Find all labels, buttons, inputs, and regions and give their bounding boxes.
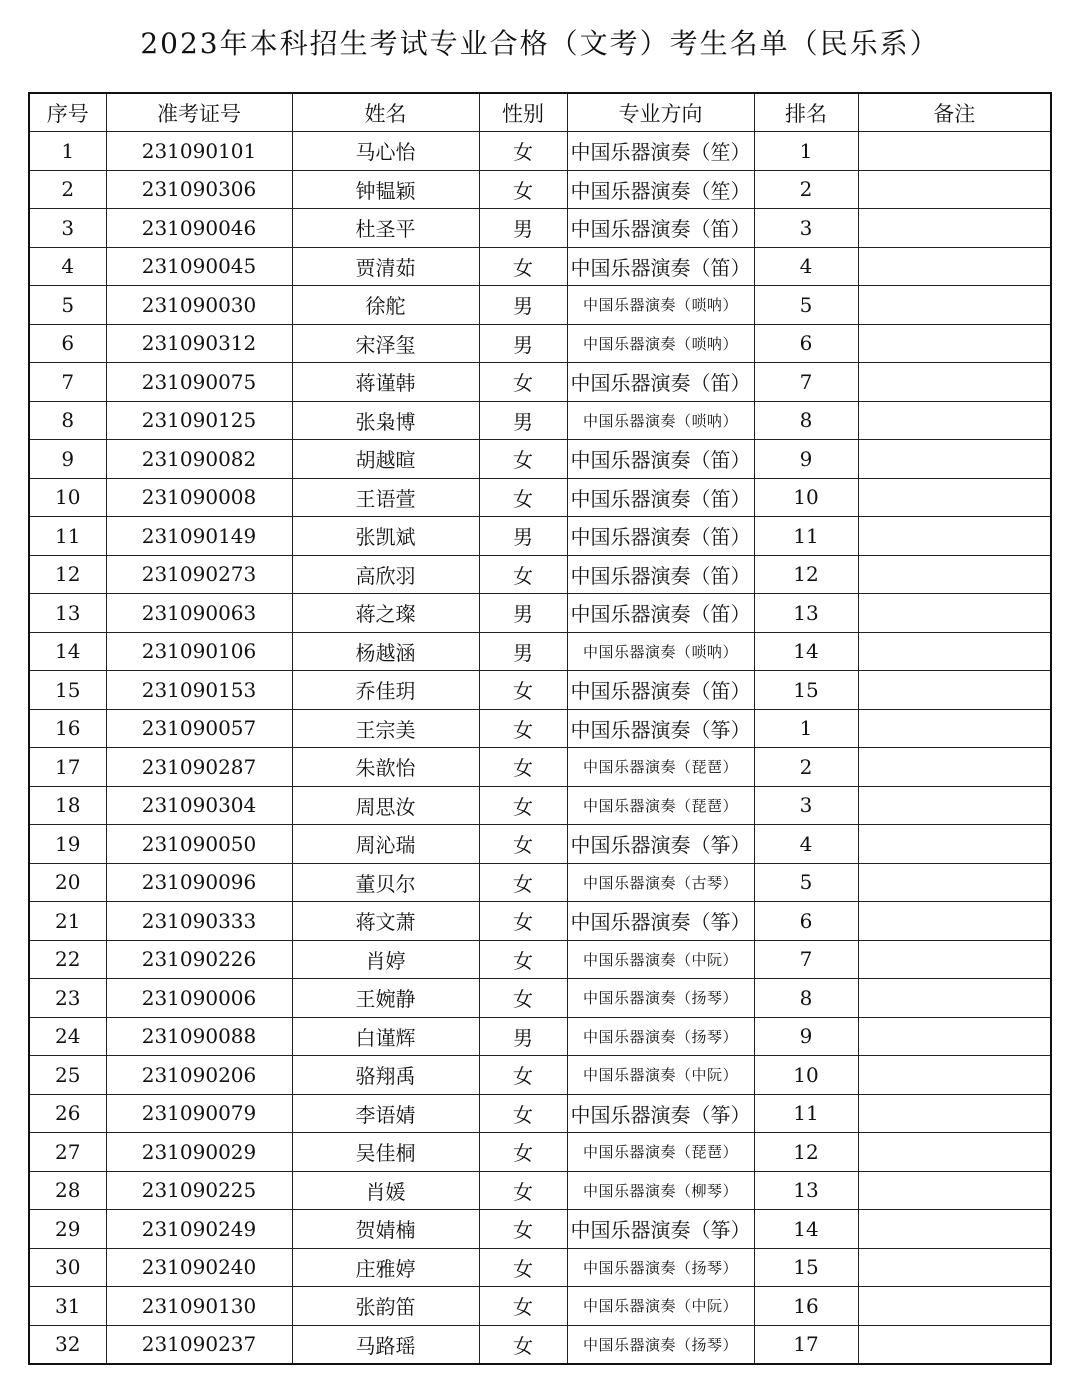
cell-exam-id: 231090287 bbox=[106, 748, 292, 787]
cell-note bbox=[858, 1325, 1051, 1364]
cell-name: 胡越暄 bbox=[292, 440, 479, 479]
cell-gender: 女 bbox=[479, 1287, 567, 1326]
cell-note bbox=[858, 709, 1051, 748]
cell-rank: 6 bbox=[754, 324, 858, 363]
cell-no: 12 bbox=[29, 555, 106, 594]
cell-note bbox=[858, 1287, 1051, 1326]
cell-rank: 11 bbox=[754, 1094, 858, 1133]
cell-name: 宋泽玺 bbox=[292, 324, 479, 363]
cell-note bbox=[858, 401, 1051, 440]
cell-name: 王婉静 bbox=[292, 979, 479, 1018]
cell-gender: 女 bbox=[479, 170, 567, 209]
cell-major: 中国乐器演奏（古琴） bbox=[567, 863, 754, 902]
cell-gender: 男 bbox=[479, 209, 567, 248]
table-row bbox=[29, 786, 1051, 825]
cell-note bbox=[858, 594, 1051, 633]
cell-rank: 12 bbox=[754, 555, 858, 594]
cell-major: 中国乐器演奏（笛） bbox=[567, 517, 754, 556]
cell-name: 乔佳玥 bbox=[292, 671, 479, 710]
cell-exam-id: 231090050 bbox=[106, 825, 292, 864]
cell-rank: 1 bbox=[754, 132, 858, 171]
cell-gender: 男 bbox=[479, 324, 567, 363]
cell-exam-id: 231090304 bbox=[106, 786, 292, 825]
cell-gender: 女 bbox=[479, 1248, 567, 1287]
cell-name: 蒋之璨 bbox=[292, 594, 479, 633]
cell-rank: 14 bbox=[754, 632, 858, 671]
cell-gender: 女 bbox=[479, 786, 567, 825]
cell-gender: 女 bbox=[479, 363, 567, 402]
cell-rank: 12 bbox=[754, 1133, 858, 1172]
page-title: 2023年本科招生考试专业合格（文考）考生名单（民乐系） bbox=[140, 27, 940, 60]
table-row bbox=[29, 1017, 1051, 1056]
cell-major: 中国乐器演奏（筝） bbox=[567, 1210, 754, 1249]
cell-gender: 女 bbox=[479, 555, 567, 594]
table-row bbox=[29, 632, 1051, 671]
cell-note bbox=[858, 1133, 1051, 1172]
header-rank: 排名 bbox=[754, 93, 858, 132]
cell-exam-id: 231090030 bbox=[106, 286, 292, 325]
cell-note bbox=[858, 247, 1051, 286]
cell-major: 中国乐器演奏（笙） bbox=[567, 170, 754, 209]
cell-no: 15 bbox=[29, 671, 106, 710]
table-row bbox=[29, 825, 1051, 864]
cell-name: 贾清茹 bbox=[292, 247, 479, 286]
cell-major: 中国乐器演奏（唢呐） bbox=[567, 324, 754, 363]
cell-note bbox=[858, 786, 1051, 825]
cell-gender: 女 bbox=[479, 748, 567, 787]
cell-rank: 5 bbox=[754, 286, 858, 325]
cell-exam-id: 231090046 bbox=[106, 209, 292, 248]
cell-exam-id: 231090029 bbox=[106, 1133, 292, 1172]
cell-major: 中国乐器演奏（筝） bbox=[567, 1094, 754, 1133]
cell-no: 8 bbox=[29, 401, 106, 440]
cell-name: 马心怡 bbox=[292, 132, 479, 171]
cell-major: 中国乐器演奏（笛） bbox=[567, 209, 754, 248]
header-exam-id: 准考证号 bbox=[106, 93, 292, 132]
cell-name: 董贝尔 bbox=[292, 863, 479, 902]
table-row bbox=[29, 363, 1051, 402]
cell-exam-id: 231090045 bbox=[106, 247, 292, 286]
table-row bbox=[29, 247, 1051, 286]
table-row bbox=[29, 555, 1051, 594]
cell-rank: 14 bbox=[754, 1210, 858, 1249]
cell-exam-id: 231090306 bbox=[106, 170, 292, 209]
table-row bbox=[29, 709, 1051, 748]
table-row bbox=[29, 132, 1051, 171]
cell-no: 32 bbox=[29, 1325, 106, 1364]
cell-no: 29 bbox=[29, 1210, 106, 1249]
cell-name: 朱歆怡 bbox=[292, 748, 479, 787]
cell-exam-id: 231090333 bbox=[106, 902, 292, 941]
cell-gender: 女 bbox=[479, 1325, 567, 1364]
cell-gender: 女 bbox=[479, 440, 567, 479]
cell-rank: 6 bbox=[754, 902, 858, 941]
table-row bbox=[29, 209, 1051, 248]
cell-rank: 13 bbox=[754, 1171, 858, 1210]
cell-name: 肖媛 bbox=[292, 1171, 479, 1210]
cell-note bbox=[858, 1017, 1051, 1056]
cell-note bbox=[858, 902, 1051, 941]
cell-note bbox=[858, 1094, 1051, 1133]
cell-major: 中国乐器演奏（笛） bbox=[567, 594, 754, 633]
header-gender: 性别 bbox=[479, 93, 567, 132]
table-row bbox=[29, 1325, 1051, 1364]
cell-no: 10 bbox=[29, 478, 106, 517]
cell-name: 庄雅婷 bbox=[292, 1248, 479, 1287]
cell-no: 25 bbox=[29, 1056, 106, 1095]
table-row bbox=[29, 1287, 1051, 1326]
cell-rank: 11 bbox=[754, 517, 858, 556]
cell-gender: 女 bbox=[479, 1056, 567, 1095]
cell-no: 23 bbox=[29, 979, 106, 1018]
cell-gender: 女 bbox=[479, 863, 567, 902]
table-row bbox=[29, 1210, 1051, 1249]
header-row bbox=[29, 93, 1051, 132]
cell-note bbox=[858, 940, 1051, 979]
cell-no: 28 bbox=[29, 1171, 106, 1210]
cell-major: 中国乐器演奏（中阮） bbox=[567, 1056, 754, 1095]
cell-no: 13 bbox=[29, 594, 106, 633]
cell-gender: 男 bbox=[479, 517, 567, 556]
cell-rank: 4 bbox=[754, 247, 858, 286]
header-note: 备注 bbox=[858, 93, 1051, 132]
table-row bbox=[29, 440, 1051, 479]
cell-name: 钟韫颖 bbox=[292, 170, 479, 209]
cell-no: 20 bbox=[29, 863, 106, 902]
cell-no: 27 bbox=[29, 1133, 106, 1172]
cell-rank: 3 bbox=[754, 209, 858, 248]
cell-exam-id: 231090149 bbox=[106, 517, 292, 556]
cell-gender: 女 bbox=[479, 1133, 567, 1172]
cell-gender: 女 bbox=[479, 825, 567, 864]
cell-note bbox=[858, 1171, 1051, 1210]
cell-no: 26 bbox=[29, 1094, 106, 1133]
table-row bbox=[29, 401, 1051, 440]
cell-gender: 女 bbox=[479, 478, 567, 517]
cell-note bbox=[858, 1056, 1051, 1095]
cell-name: 周思汝 bbox=[292, 786, 479, 825]
cell-gender: 女 bbox=[479, 902, 567, 941]
table-row bbox=[29, 1133, 1051, 1172]
cell-no: 4 bbox=[29, 247, 106, 286]
table-row bbox=[29, 1094, 1051, 1133]
cell-note bbox=[858, 1248, 1051, 1287]
cell-rank: 7 bbox=[754, 940, 858, 979]
cell-major: 中国乐器演奏（笛） bbox=[567, 555, 754, 594]
cell-exam-id: 231090273 bbox=[106, 555, 292, 594]
cell-major: 中国乐器演奏（唢呐） bbox=[567, 401, 754, 440]
cell-gender: 男 bbox=[479, 401, 567, 440]
cell-note bbox=[858, 863, 1051, 902]
cell-rank: 4 bbox=[754, 825, 858, 864]
cell-major: 中国乐器演奏（柳琴） bbox=[567, 1171, 754, 1210]
cell-name: 马路瑶 bbox=[292, 1325, 479, 1364]
cell-major: 中国乐器演奏（笛） bbox=[567, 363, 754, 402]
cell-exam-id: 231090079 bbox=[106, 1094, 292, 1133]
cell-note bbox=[858, 170, 1051, 209]
cell-major: 中国乐器演奏（中阮） bbox=[567, 1287, 754, 1326]
cell-major: 中国乐器演奏（唢呐） bbox=[567, 286, 754, 325]
cell-exam-id: 231090226 bbox=[106, 940, 292, 979]
cell-name: 白谨辉 bbox=[292, 1017, 479, 1056]
cell-name: 高欣羽 bbox=[292, 555, 479, 594]
cell-gender: 女 bbox=[479, 709, 567, 748]
cell-note bbox=[858, 979, 1051, 1018]
cell-name: 张凯斌 bbox=[292, 517, 479, 556]
cell-no: 11 bbox=[29, 517, 106, 556]
cell-rank: 9 bbox=[754, 440, 858, 479]
cell-exam-id: 231090101 bbox=[106, 132, 292, 171]
table-row bbox=[29, 1056, 1051, 1095]
cell-gender: 女 bbox=[479, 1171, 567, 1210]
table-row bbox=[29, 594, 1051, 633]
cell-rank: 8 bbox=[754, 401, 858, 440]
cell-note bbox=[858, 324, 1051, 363]
cell-gender: 男 bbox=[479, 286, 567, 325]
cell-gender: 女 bbox=[479, 1210, 567, 1249]
cell-no: 24 bbox=[29, 1017, 106, 1056]
cell-note bbox=[858, 363, 1051, 402]
cell-note bbox=[858, 555, 1051, 594]
cell-exam-id: 231090249 bbox=[106, 1210, 292, 1249]
cell-no: 9 bbox=[29, 440, 106, 479]
cell-no: 5 bbox=[29, 286, 106, 325]
header-major: 专业方向 bbox=[567, 93, 754, 132]
table-row bbox=[29, 902, 1051, 941]
cell-rank: 2 bbox=[754, 748, 858, 787]
cell-major: 中国乐器演奏（笛） bbox=[567, 478, 754, 517]
cell-major: 中国乐器演奏（筝） bbox=[567, 709, 754, 748]
cell-exam-id: 231090106 bbox=[106, 632, 292, 671]
cell-rank: 1 bbox=[754, 709, 858, 748]
table-row bbox=[29, 478, 1051, 517]
cell-name: 李语婧 bbox=[292, 1094, 479, 1133]
cell-no: 7 bbox=[29, 363, 106, 402]
candidate-table bbox=[28, 92, 1052, 1365]
cell-no: 14 bbox=[29, 632, 106, 671]
header-name: 姓名 bbox=[292, 93, 479, 132]
table-row bbox=[29, 170, 1051, 209]
cell-rank: 13 bbox=[754, 594, 858, 633]
cell-gender: 男 bbox=[479, 1017, 567, 1056]
table-row bbox=[29, 863, 1051, 902]
cell-note bbox=[858, 632, 1051, 671]
cell-exam-id: 231090237 bbox=[106, 1325, 292, 1364]
cell-no: 17 bbox=[29, 748, 106, 787]
cell-exam-id: 231090096 bbox=[106, 863, 292, 902]
cell-note bbox=[858, 209, 1051, 248]
cell-name: 贺婧楠 bbox=[292, 1210, 479, 1249]
cell-exam-id: 231090057 bbox=[106, 709, 292, 748]
cell-exam-id: 231090130 bbox=[106, 1287, 292, 1326]
cell-name: 周沁瑞 bbox=[292, 825, 479, 864]
cell-exam-id: 231090225 bbox=[106, 1171, 292, 1210]
cell-no: 30 bbox=[29, 1248, 106, 1287]
table-row bbox=[29, 940, 1051, 979]
cell-major: 中国乐器演奏（琵琶） bbox=[567, 786, 754, 825]
cell-rank: 15 bbox=[754, 1248, 858, 1287]
cell-major: 中国乐器演奏（笛） bbox=[567, 440, 754, 479]
table-row bbox=[29, 286, 1051, 325]
cell-major: 中国乐器演奏（笙） bbox=[567, 132, 754, 171]
cell-note bbox=[858, 132, 1051, 171]
cell-no: 1 bbox=[29, 132, 106, 171]
cell-major: 中国乐器演奏（筝） bbox=[567, 902, 754, 941]
table-row bbox=[29, 517, 1051, 556]
cell-exam-id: 231090312 bbox=[106, 324, 292, 363]
cell-major: 中国乐器演奏（扬琴） bbox=[567, 979, 754, 1018]
cell-note bbox=[858, 478, 1051, 517]
cell-name: 肖婷 bbox=[292, 940, 479, 979]
cell-exam-id: 231090075 bbox=[106, 363, 292, 402]
cell-exam-id: 231090240 bbox=[106, 1248, 292, 1287]
cell-gender: 女 bbox=[479, 247, 567, 286]
table-row bbox=[29, 748, 1051, 787]
cell-no: 31 bbox=[29, 1287, 106, 1326]
cell-rank: 3 bbox=[754, 786, 858, 825]
cell-note bbox=[858, 748, 1051, 787]
cell-no: 22 bbox=[29, 940, 106, 979]
cell-no: 19 bbox=[29, 825, 106, 864]
table-row bbox=[29, 979, 1051, 1018]
cell-major: 中国乐器演奏（扬琴） bbox=[567, 1017, 754, 1056]
cell-major: 中国乐器演奏（中阮） bbox=[567, 940, 754, 979]
cell-exam-id: 231090063 bbox=[106, 594, 292, 633]
cell-major: 中国乐器演奏（笛） bbox=[567, 671, 754, 710]
cell-no: 18 bbox=[29, 786, 106, 825]
cell-name: 骆翔禹 bbox=[292, 1056, 479, 1095]
cell-exam-id: 231090206 bbox=[106, 1056, 292, 1095]
cell-rank: 17 bbox=[754, 1325, 858, 1364]
cell-gender: 女 bbox=[479, 132, 567, 171]
cell-gender: 男 bbox=[479, 594, 567, 633]
cell-major: 中国乐器演奏（唢呐） bbox=[567, 632, 754, 671]
cell-gender: 女 bbox=[479, 940, 567, 979]
cell-gender: 女 bbox=[479, 671, 567, 710]
table-row bbox=[29, 1248, 1051, 1287]
cell-no: 6 bbox=[29, 324, 106, 363]
cell-no: 3 bbox=[29, 209, 106, 248]
cell-major: 中国乐器演奏（筝） bbox=[567, 825, 754, 864]
cell-name: 王宗美 bbox=[292, 709, 479, 748]
cell-major: 中国乐器演奏（琵琶） bbox=[567, 1133, 754, 1172]
cell-name: 杜圣平 bbox=[292, 209, 479, 248]
cell-exam-id: 231090125 bbox=[106, 401, 292, 440]
cell-name: 张枭博 bbox=[292, 401, 479, 440]
cell-rank: 10 bbox=[754, 1056, 858, 1095]
cell-rank: 10 bbox=[754, 478, 858, 517]
cell-note bbox=[858, 1210, 1051, 1249]
cell-major: 中国乐器演奏（扬琴） bbox=[567, 1248, 754, 1287]
cell-exam-id: 231090082 bbox=[106, 440, 292, 479]
cell-rank: 5 bbox=[754, 863, 858, 902]
cell-name: 王语萱 bbox=[292, 478, 479, 517]
cell-rank: 7 bbox=[754, 363, 858, 402]
cell-note bbox=[858, 286, 1051, 325]
cell-exam-id: 231090008 bbox=[106, 478, 292, 517]
cell-name: 杨越涵 bbox=[292, 632, 479, 671]
table-row bbox=[29, 1171, 1051, 1210]
cell-exam-id: 231090153 bbox=[106, 671, 292, 710]
cell-name: 蒋谨韩 bbox=[292, 363, 479, 402]
cell-name: 吴佳桐 bbox=[292, 1133, 479, 1172]
cell-exam-id: 231090088 bbox=[106, 1017, 292, 1056]
cell-rank: 9 bbox=[754, 1017, 858, 1056]
cell-note bbox=[858, 517, 1051, 556]
cell-no: 16 bbox=[29, 709, 106, 748]
cell-rank: 2 bbox=[754, 170, 858, 209]
cell-rank: 8 bbox=[754, 979, 858, 1018]
cell-no: 21 bbox=[29, 902, 106, 941]
table-row bbox=[29, 324, 1051, 363]
cell-rank: 15 bbox=[754, 671, 858, 710]
cell-name: 蒋文萧 bbox=[292, 902, 479, 941]
cell-note bbox=[858, 671, 1051, 710]
cell-name: 徐舵 bbox=[292, 286, 479, 325]
header-no: 序号 bbox=[29, 93, 106, 132]
cell-gender: 男 bbox=[479, 632, 567, 671]
cell-note bbox=[858, 440, 1051, 479]
cell-gender: 女 bbox=[479, 1094, 567, 1133]
cell-gender: 女 bbox=[479, 979, 567, 1018]
cell-major: 中国乐器演奏（琵琶） bbox=[567, 748, 754, 787]
cell-major: 中国乐器演奏（笛） bbox=[567, 247, 754, 286]
table-row bbox=[29, 671, 1051, 710]
cell-rank: 16 bbox=[754, 1287, 858, 1326]
cell-no: 2 bbox=[29, 170, 106, 209]
cell-major: 中国乐器演奏（扬琴） bbox=[567, 1325, 754, 1364]
cell-note bbox=[858, 825, 1051, 864]
cell-name: 张韵笛 bbox=[292, 1287, 479, 1326]
cell-exam-id: 231090006 bbox=[106, 979, 292, 1018]
